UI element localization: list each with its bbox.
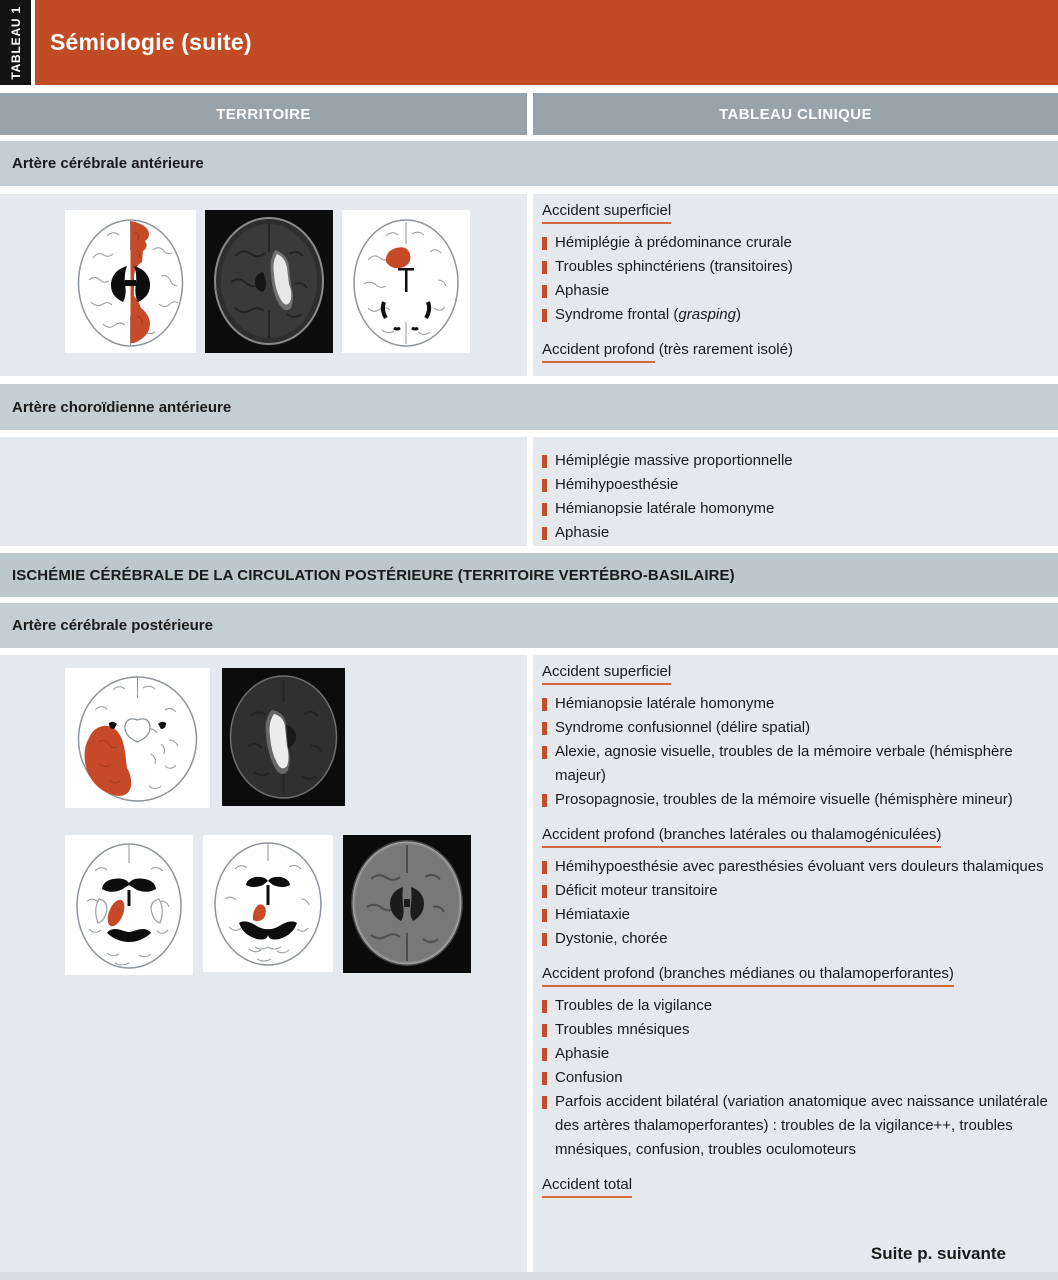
- clinical-sign-item: [542, 449, 1048, 473]
- clinical-sign-text: Hémianopsie latérale homonyme: [555, 695, 775, 712]
- clinical-sign-item: [542, 903, 1048, 927]
- clinical-sign-item: [542, 855, 1048, 879]
- clinical-sign-text: Dystonie, chorée: [555, 930, 668, 947]
- clinical-sign-item: [542, 231, 1048, 255]
- axial-mri-dwi-thalamic: [343, 835, 471, 975]
- clinical-sign-text: Aphasie: [555, 524, 610, 541]
- content-row-choroidal: [0, 437, 1058, 546]
- square-bullet-icon: [542, 527, 547, 540]
- page-bottom-edge: [0, 1272, 1058, 1280]
- content-row-pca: [0, 655, 1058, 1272]
- square-bullet-icon: [542, 285, 547, 298]
- square-bullet-icon: [542, 885, 547, 898]
- clinical-sign-text: Aphasie: [555, 282, 610, 299]
- aca-clinical-cell: [533, 194, 1058, 376]
- brain-diagram-pca-svg: [65, 668, 210, 808]
- clinical-sign-item: [542, 716, 1048, 740]
- square-bullet-icon: [542, 909, 547, 922]
- clinical-sign-text: Syndrome frontal (grasping): [555, 306, 741, 323]
- clinical-sign-text: Aphasie: [555, 1045, 610, 1062]
- continuation-note: Suite p. suivante: [870, 1244, 1006, 1263]
- column-header-row: [0, 93, 1058, 135]
- axial-diagram-aca-superficial-territory: [65, 210, 196, 376]
- square-bullet-icon: [542, 746, 547, 759]
- clinical-sign-item: [542, 1090, 1048, 1162]
- clinical-sign-text: Troubles de la vigilance: [555, 997, 713, 1014]
- clinical-sign-text: Hémianopsie latérale homonyme: [555, 500, 775, 517]
- row-band-choroidal: Artère choroïdienne antérieure: [0, 384, 1058, 430]
- clinical-sign-item: [542, 255, 1048, 279]
- clinical-sign-item: [542, 303, 1048, 327]
- clinical-sign-item: [542, 1066, 1048, 1090]
- aca-territory-images: [0, 194, 527, 376]
- square-bullet-icon: [542, 261, 547, 274]
- clinical-sign-text: Alexie, agnosie visuelle, troubles de la mémoire verbale (hémisphère majeur): [555, 743, 1013, 784]
- clinical-sign-item: [542, 279, 1048, 303]
- choroidal-clinical-cell: [533, 437, 1058, 546]
- square-bullet-icon: [542, 1048, 547, 1061]
- clinical-sign-text: Hémiataxie: [555, 906, 631, 923]
- square-bullet-icon: [542, 503, 547, 516]
- brain-diagram-thalamus2-svg: [203, 835, 333, 972]
- clinical-sign-item: [542, 1018, 1048, 1042]
- clinical-sign-text: Confusion: [555, 1069, 623, 1086]
- square-bullet-icon: [542, 1096, 547, 1109]
- clinical-sign-item: [542, 927, 1048, 951]
- square-bullet-icon: [542, 1000, 547, 1013]
- brain-diagram-aca-svg: [65, 210, 196, 353]
- clinical-sign-item: [542, 1042, 1048, 1066]
- square-bullet-icon: [542, 794, 547, 807]
- row-band-aca: Artère cérébrale antérieure: [0, 141, 1058, 186]
- square-bullet-icon: [542, 309, 547, 322]
- section-band-posterior-circulation: ISCHÉMIE CÉRÉBRALE DE LA CIRCULATION POSTÉRIEURE (TERRITOIRE VERTÉBRO-BASILAIRE): [0, 553, 1058, 597]
- accident-profond-heading: Accident profond (très rarement isolé): [542, 341, 1048, 363]
- axial-diagram-pca-territory: [65, 668, 210, 808]
- brain-mri-flair-svg: [205, 210, 333, 353]
- axial-mri-dwi-temporo-occipital: [222, 668, 345, 808]
- square-bullet-icon: [542, 861, 547, 874]
- axial-mri-flair-medial-frontal: [205, 210, 333, 376]
- clinical-sign-item: [542, 994, 1048, 1018]
- clinical-sign-item: [542, 788, 1048, 812]
- square-bullet-icon: [542, 933, 547, 946]
- axial-diagram-aca-deep-territory: [342, 210, 470, 376]
- clinical-sign-text: Hémiplégie massive proportionnelle: [555, 452, 793, 469]
- brain-diagram-aca-deep-svg: [342, 210, 470, 353]
- clinical-sign-text: Parfois accident bilatéral (variation anatomique avec naissance unilatérale des artères thalamoperforantes) : troubles de la vigilance++, troubles mnésiques, confusion, troubles oculomoteurs: [555, 1093, 1048, 1158]
- accident-total-heading: Accident total: [542, 1176, 1048, 1198]
- pca-territory-images: [0, 655, 527, 1272]
- clinical-sign-item: [542, 521, 1048, 545]
- brain-diagram-thalamus1-svg: [65, 835, 193, 975]
- table-title: Sémiologie (suite): [50, 29, 252, 55]
- clinical-sign-text: Troubles sphinctériens (transitoires): [555, 258, 793, 275]
- accident-profond-lateral-heading: Accident profond (branches latérales ou thalamogéniculées): [542, 826, 1048, 848]
- brain-mri-dwi-svg: [222, 668, 345, 806]
- pca-clinical-cell: [533, 655, 1058, 1272]
- row-band-pca: Artère cérébrale postérieure: [0, 603, 1058, 648]
- clinical-sign-text: Troubles mnésiques: [555, 1021, 690, 1038]
- column-header-territory: TERRITOIRE: [0, 93, 527, 135]
- clinical-sign-item: [542, 740, 1048, 788]
- axial-diagram-thalamus-medial-branches: [203, 835, 333, 975]
- clinical-sign-text: Hémiplégie à prédominance crurale: [555, 234, 792, 251]
- table-number-tab: [0, 0, 31, 85]
- column-header-clinical: TABLEAU CLINIQUE: [533, 93, 1058, 135]
- clinical-sign-text: Syndrome confusionnel (délire spatial): [555, 719, 811, 736]
- accident-superficiel-heading: Accident superficiel: [542, 663, 1048, 685]
- accident-profond-median-heading: Accident profond (branches médianes ou thalamoperforantes): [542, 965, 1048, 987]
- clinical-sign-text: Prosopagnosie, troubles de la mémoire visuelle (hémisphère mineur): [555, 791, 1013, 808]
- square-bullet-icon: [542, 698, 547, 711]
- table-title-bar: [35, 0, 1058, 85]
- clinical-sign-item: [542, 692, 1048, 716]
- clinical-sign-text: Hémihypoesthésie: [555, 476, 679, 493]
- table-title-row: [0, 0, 1058, 85]
- square-bullet-icon: [542, 1024, 547, 1037]
- clinical-sign-item: [542, 879, 1048, 903]
- choroidal-empty-cell: [0, 437, 527, 546]
- square-bullet-icon: [542, 455, 547, 468]
- square-bullet-icon: [542, 1072, 547, 1085]
- axial-diagram-thalamus-lateral-branches: [65, 835, 193, 975]
- clinical-sign-text: Hémihypoesthésie avec paresthésies évoluant vers douleurs thalamiques: [555, 858, 1044, 875]
- clinical-sign-item: [542, 473, 1048, 497]
- clinical-sign-text: Déficit moteur transitoire: [555, 882, 718, 899]
- table-number-label: TABLEAU 1: [8, 5, 23, 80]
- brain-mri-dwi2-svg: [343, 835, 471, 973]
- square-bullet-icon: [542, 237, 547, 250]
- square-bullet-icon: [542, 722, 547, 735]
- square-bullet-icon: [542, 479, 547, 492]
- accident-superficiel-heading: Accident superficiel: [542, 202, 1048, 224]
- content-row-aca: [0, 194, 1058, 376]
- clinical-sign-item: [542, 497, 1048, 521]
